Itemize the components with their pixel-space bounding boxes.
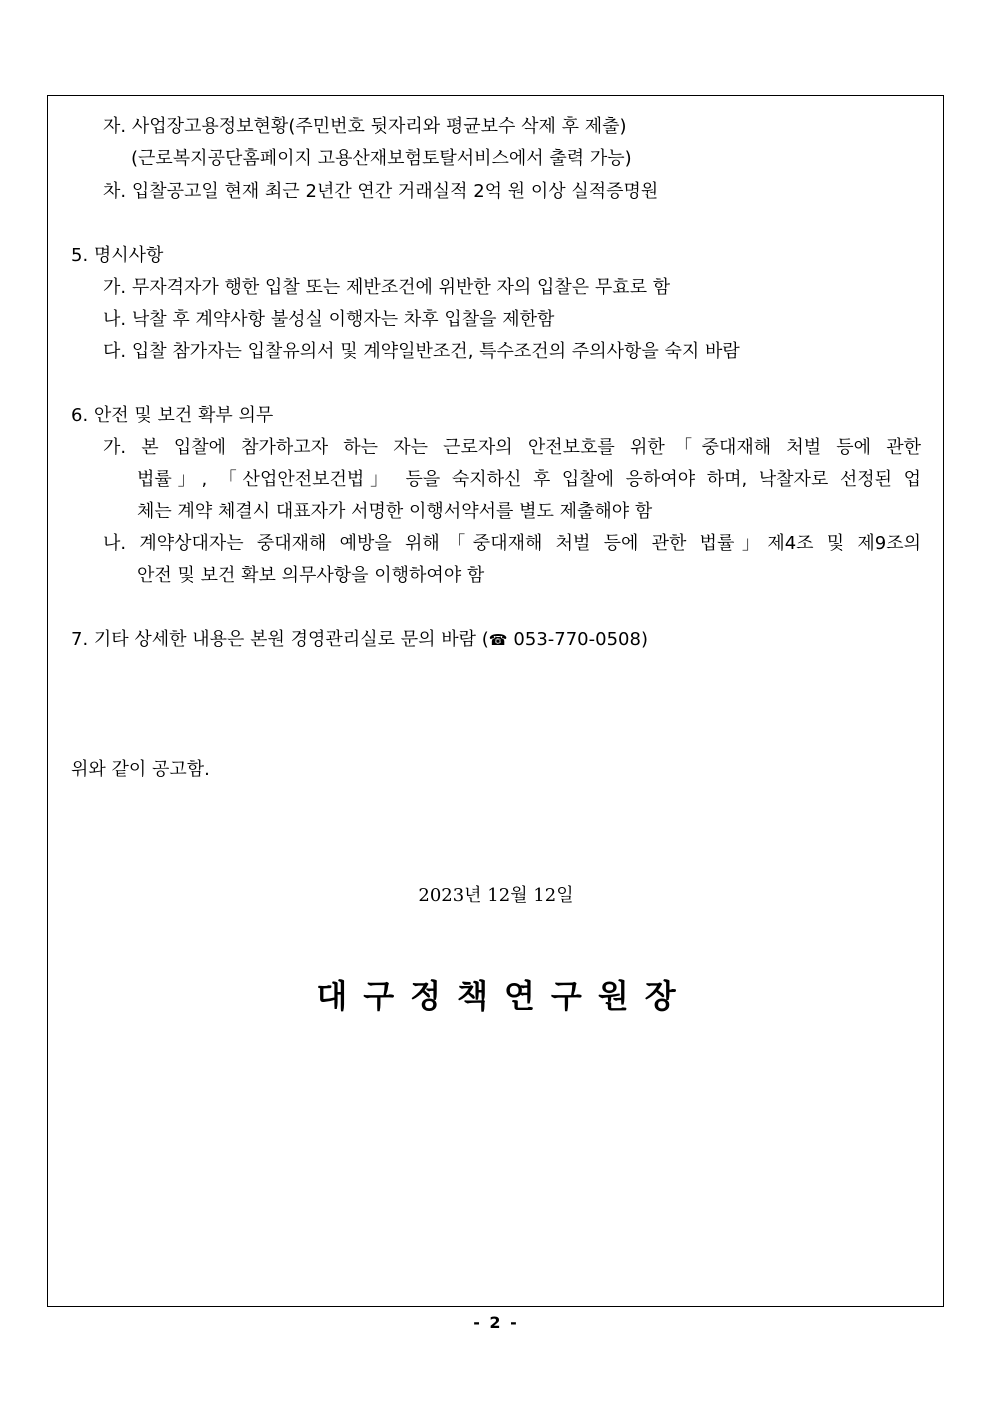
section-6-item-a-line3: 체는 계약 체결시 대표자가 서명한 이행서약서를 별도 제출해야 함 <box>137 501 653 522</box>
section-5-item-a: 가. 무자격자가 행한 입찰 또는 제반조건에 위반한 자의 입찰은 무효로 함 <box>103 277 671 298</box>
section-7-close: ) <box>640 629 648 650</box>
section-5-title: 5. 명시사항 <box>71 245 164 266</box>
phone-icon: ☎ <box>488 631 508 649</box>
phone-number: 053-770-0508 <box>513 629 641 650</box>
section-5-item-b: 나. 낙찰 후 계약사항 불성실 이행자는 차후 입찰을 제한함 <box>103 309 555 330</box>
section-6-item-a-line1: 가. 본 입찰에 참가하고자 하는 자는 근로자의 안전보호를 위한「중대재해 처벌 등에 관한 <box>103 437 921 458</box>
item-ja-note: (근로복지공단홈페이지 고용산재보험토탈서비스에서 출력 가능) <box>131 148 632 169</box>
item-ja: 자. 사업장고용정보현황(주민번호 뒷자리와 평균보수 삭제 후 제출) <box>103 116 627 137</box>
section-6-item-b-line2: 안전 및 보건 확보 의무사항을 이행하여야 함 <box>137 565 485 586</box>
announcement-date: 2023년 12월 12일 <box>418 885 574 906</box>
section-6-title: 6. 안전 및 보건 확부 의무 <box>71 405 274 426</box>
section-7 <box>71 628 648 652</box>
signature-title: 대구정책연구원장 <box>316 977 692 1015</box>
closing-statement: 위와 같이 공고함. <box>71 759 210 780</box>
section-5-item-c: 다. 입찰 참가자는 입찰유의서 및 계약일반조건, 특수조건의 주의사항을 숙지 바람 <box>103 341 740 362</box>
item-cha: 차. 입찰공고일 현재 최근 2년간 연간 거래실적 2억 원 이상 실적증명원 <box>103 181 659 202</box>
page-number: - 2 - <box>473 1313 519 1332</box>
section-7-text: 7. 기타 상세한 내용은 본원 경영관리실로 문의 바람 ( <box>71 629 489 650</box>
section-6-item-b-line1: 나. 계약상대자는 중대재해 예방을 위해「중대재해 처벌 등에 관한 법률」제4조 및 제9조의 <box>103 533 921 554</box>
section-6-item-a-line2: 법률」, 「산업안전보건법」 등을 숙지하신 후 입찰에 응하여야 하며, 낙찰자로 선정된 업 <box>137 469 921 490</box>
